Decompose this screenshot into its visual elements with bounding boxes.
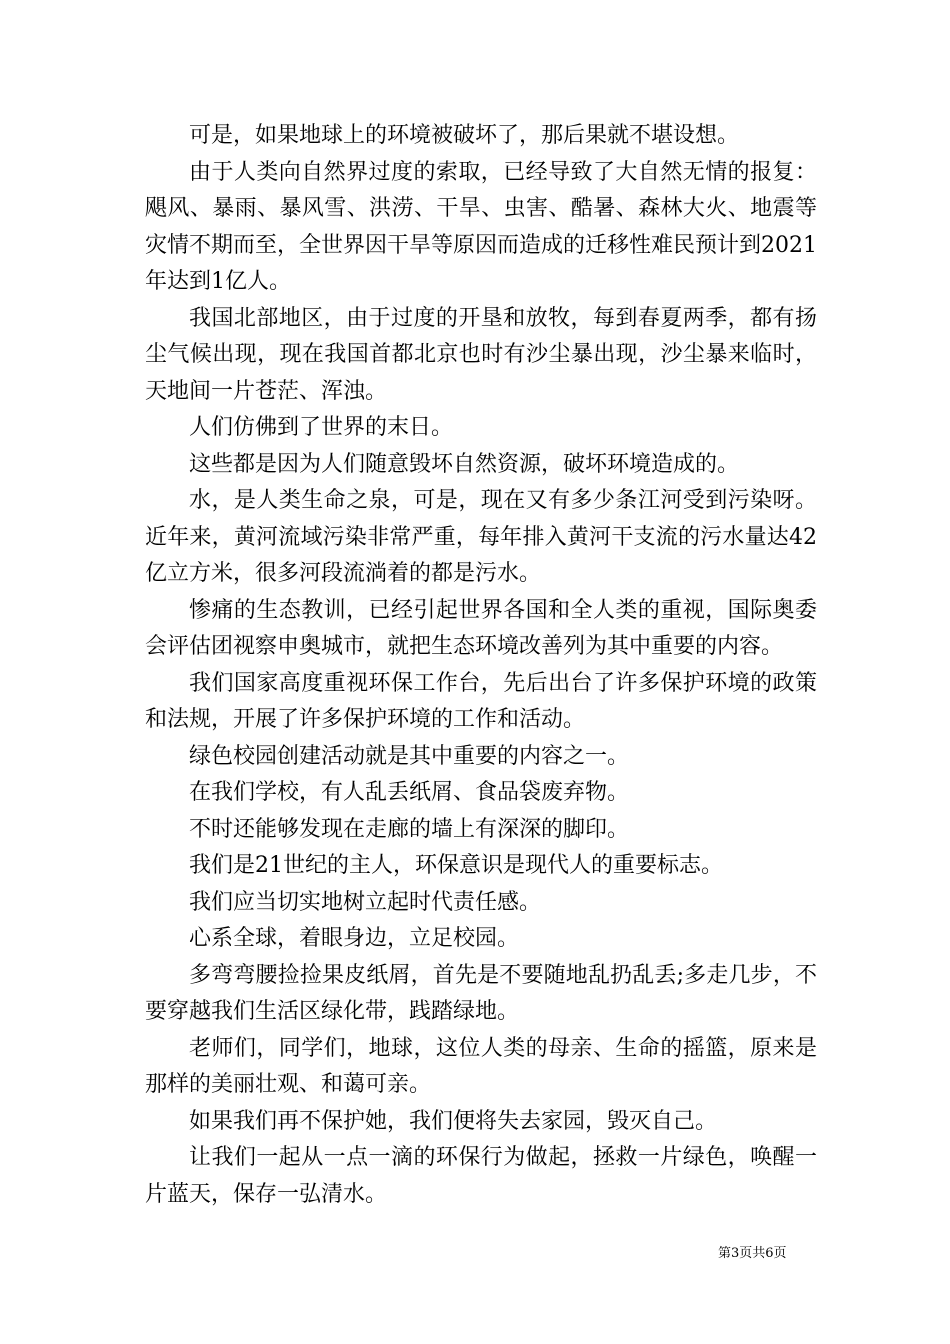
paragraph-2: 由于人类向自然界过度的索取，已经导致了大自然无情的报复：飓风、暴雨、暴风雪、洪涝、干旱、虫害、酷暑、森林大火、地震等灾情不期而至，全世界因干旱等原因而造成的迁移性难民预计到2021年达到1亿人。 — [145, 159, 817, 294]
paragraph-7: 惨痛的生态教训，已经引起世界各国和全人类的重视，国际奥委会评估团视察申奥城市，就把生态环境改善列为其中重要的内容。 — [145, 597, 817, 659]
paragraph-11: 不时还能够发现在走廊的墙上有深深的脚印。 — [189, 816, 630, 842]
paragraph-1: 可是，如果地球上的环境被破坏了，那后果就不堪设想。 — [189, 123, 740, 148]
paragraph-12: 我们是21世纪的主人，环保意识是现代人的重要标志。 — [189, 853, 723, 878]
paragraph-10: 在我们学校，有人乱丢纸屑、食品袋废弃物。 — [189, 780, 630, 805]
paragraph-17: 如果我们再不保护她，我们便将失去家园，毁灭自己。 — [189, 1108, 718, 1134]
paragraph-9: 绿色校园创建活动就是其中重要的内容之一。 — [189, 743, 630, 769]
paragraph-16: 老师们，同学们，地球，这位人类的母亲、生命的摇篮，原来是那样的美丽壮观、和蔼可亲。 — [145, 1035, 817, 1097]
paragraph-18: 让我们一起从一点一滴的环保行为做起，拯救一片绿色，唤醒一片蓝天，保存一弘清水。 — [145, 1145, 817, 1207]
paragraph-4: 人们仿佛到了世界的末日。 — [189, 415, 454, 440]
paragraph-3: 我国北部地区，由于过度的开垦和放牧，每到春夏两季，都有扬尘气候出现，现在我国首都北京也时有沙尘暴出现，沙尘暴来临时，天地间一片苍茫、浑浊。 — [145, 305, 817, 404]
paragraph-14: 心系全球，着眼身边，立足校园。 — [189, 926, 520, 951]
paragraph-15: 多弯弯腰捡捡果皮纸屑，首先是不要随地乱扔乱丢;多走几步，不要穿越我们生活区绿化带，践踏绿地。 — [145, 962, 817, 1024]
paragraph-13: 我们应当切实地树立起时代责任感。 — [189, 889, 542, 915]
paragraph-8: 我们国家高度重视环保工作台，先后出台了许多保护环境的政策和法规，开展了许多保护环境的工作和活动。 — [145, 670, 817, 732]
document-body — [145, 118, 817, 1213]
page-number-footer: 第3页共6页 — [718, 1246, 787, 1261]
paragraph-5: 这些都是因为人们随意毁坏自然资源，破坏环境造成的。 — [189, 451, 740, 477]
paragraph-6: 水，是人类生命之泉，可是，现在又有多少条江河受到污染呀。近年来，黄河流域污染非常严重，每年排入黄河干支流的污水量达42亿立方米，很多河段流淌着的都是污水。 — [145, 488, 817, 586]
